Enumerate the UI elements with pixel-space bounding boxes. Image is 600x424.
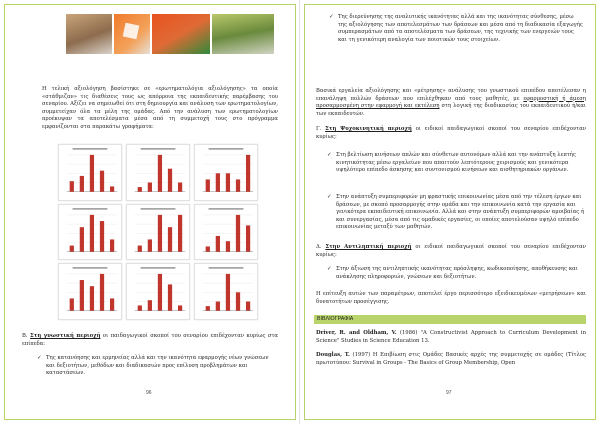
chart-title-line	[209, 267, 244, 269]
chart-title-line	[73, 208, 108, 210]
chart-4	[58, 204, 122, 261]
chart-bar	[138, 187, 142, 192]
perceptual-bullet	[327, 266, 586, 281]
chart-bar	[178, 183, 182, 192]
activity-photo	[152, 14, 210, 54]
chart-6	[194, 204, 258, 261]
evaluation-paragraph: Η τελική αξιολόγηση βασίστηκε σε «ερωτηματολόγια αξιολόγησης» τα οποία «στάθμιζαν» τις διαθέσεις τους ως απόρροια της εκπαιδευτικής παρέμβασης του σεναρίου. Αξίζει να σημειωθεί ότι στη δημιουργία και ανάλυση των ερωτηματολογίων, συμμετείχαν όλα τα μέλη της ομάδας. Από την ανάλυση των ερωτηματολογίων προέκυψαν τα αποτελέσματα μέσα από τη συμμετοχή τους στο πρόγραμμα εμφανίζονται στα παρακάτω γραφήματα:	[42, 86, 278, 130]
chart-bar	[246, 155, 250, 192]
chart-bar	[90, 155, 94, 192]
chart-title-line	[141, 208, 176, 210]
check-icon: ✓	[37, 355, 42, 361]
chart-title-line	[73, 267, 108, 269]
chart-bar	[168, 169, 172, 192]
chart-bar	[138, 306, 142, 311]
chart-title-line	[141, 267, 176, 269]
page-number-left: 96	[146, 390, 152, 396]
chart-bar	[226, 274, 230, 311]
photo-strip	[66, 14, 274, 54]
chart-1	[58, 144, 122, 201]
psychomotor-bullet-1	[327, 152, 586, 175]
chart-2	[126, 144, 190, 201]
assessment-text-1: Βασικά εργαλεία αξιολόγησης και «μέτρησης» ανάλυσης του γνωστικού επιπέδου αποτέλεσαν η επανάληψη πολλών δράσεων που επιλέχθηκαν από τους μαθητές, με	[316, 88, 586, 102]
section-label-c: Γ.	[316, 126, 322, 132]
chart-bar	[80, 227, 84, 252]
chart-bar	[148, 183, 152, 192]
psychomotor-text: οι ειδικοί παιδαγωγικοί σκοποί του σεναρίου επιδέχονταν κυρίως:	[316, 126, 587, 140]
group-photo	[212, 14, 274, 54]
analysis-bullet	[329, 14, 584, 44]
chart-3	[194, 144, 258, 201]
perceptual-bullet-text: Στην άξιωση της αντιληπτικής ικανότητας πρόσληψης, κωδικοποίησης, αποθήκευσης και ανάκλησης πληροφοριών, γνώσεων και δεξιοτήτων.	[336, 266, 578, 280]
chart-bar	[90, 286, 94, 311]
chart-bar	[158, 215, 162, 252]
check-icon: ✓	[327, 194, 332, 200]
perceptual-text: οι ειδικοί παιδαγωγικοί σκοποί του σεναρίου επιδέχονταν κυρίως:	[316, 244, 586, 258]
analysis-bullet-text: Της διερεύνησης της αναλυτικής ικανότητας αλλά και της ικανότητας σύνθεσης, μέσω της αξιολόγησης των αποτελεσμάτων των δράσεων και μέσα από τη διαδικασία εξαγωγής συμπερασμάτων από τα αποτελέσματα των δράσεων, της τεχνικής των ενεργειών τους και τη γενικότερη αναλογία των ποιοτικών τους στοιχείων.	[338, 14, 583, 43]
psychomotor-bullet-1-text: Στη βελτίωση κινήσεων απλών και σύνθετων αυτονόμων αλλά και την ανάπτυξη λεπτής κινητικότητας μέσω εργαλείων που απαιτούν λεπτότερους χειρισμούς και γενικότερα υψηλότερο επίπεδο άσκησης και συντονισμού κινήσεων και αισθητηριακών οργάνων.	[336, 152, 576, 174]
chart-title-line	[209, 148, 244, 150]
chart-bar	[206, 306, 210, 311]
chart-bar	[100, 274, 104, 311]
check-icon: ✓	[327, 266, 332, 272]
chart-bar	[110, 186, 114, 191]
psychomotor-title: Στη Ψυχοκινητική περιοχή	[325, 126, 412, 132]
chart-bar	[168, 227, 172, 252]
psychomotor-bullet-2-text: Στην ανάπτυξη συμπεριφορών μη φραστικής επικοινωνίας μέσα από την τέλεση έργων και δράσεων, με σκοπό προσαρμογής στην ομάδα και την επικοινωνία κατά την εργασία και γενικότερα εκπαιδευτική επικοινωνία. Αλλά και στην ανάπτυξη συμπεριφορών αμοιβαίας ή και συνεργασίας, μέσα από τις ομαδικές εργασίες, οι οποίες αποτελούσαν υψηλό επίπεδο επικοινωνίας μεταξύ των μαθητών.	[336, 194, 585, 231]
bibliography-heading: ΒΙΒΛΙΟΓΡΑΦΙΑ	[314, 315, 586, 324]
chart-title-line	[141, 148, 176, 150]
chart-bar	[236, 293, 240, 311]
reference-1	[316, 330, 586, 345]
conclusion-paragraph: Η επίτευξη αυτών των παραμέτρων, αποτελεί έργο περισσότερο εξειδικευμένων «μετρήσεων» και δυνατοτήτων προσέγγισης.	[316, 291, 586, 305]
chart-bar	[148, 301, 152, 312]
chart-bar	[216, 236, 220, 252]
chart-bar	[236, 179, 240, 191]
reference-1-authors: Driver, R. and Oldham, V.	[316, 330, 397, 336]
results-charts-grid	[58, 144, 258, 320]
cognitive-domain-text: οι παιδαγωγικοί σκοποί του σεναρίου επιδέχονταν κυρίως στα επίπεδα:	[22, 333, 279, 347]
chart-bar	[100, 221, 104, 252]
chart-bar	[168, 285, 172, 311]
chart-title-line	[209, 208, 244, 210]
cognitive-domain-title: Στη γνωστική περιοχή	[30, 333, 101, 339]
chart-bar	[148, 239, 152, 251]
chart-bar	[236, 215, 240, 252]
chart-bar	[158, 274, 162, 311]
chart-bar	[206, 246, 210, 251]
chart-7	[58, 263, 122, 320]
chart-bar	[70, 245, 74, 251]
check-icon: ✓	[327, 152, 332, 158]
psychomotor-paragraph	[316, 126, 586, 141]
chart-bar	[80, 280, 84, 311]
cognitive-bullet-text: Της κατανόησης και ερμηνείας αλλά και την ικανότητα εφαρμογής νέων γνώσεων και δεξιοτήτων, μεθόδων και διαδικασιών προς επίλυση προβλημάτων και καταστάσεων.	[46, 355, 269, 377]
chart-bar	[226, 173, 230, 191]
chart-bar	[226, 241, 230, 252]
chart-bar	[216, 302, 220, 311]
assessment-underlined: εφαρμοστική ή άμεση προσαρμοσμένη στην εφαρμογή και εκτέλεση	[316, 95, 586, 110]
section-label-d: Δ.	[316, 244, 322, 250]
chart-bar	[158, 155, 162, 192]
classroom-photo	[66, 14, 112, 54]
chart-bar	[70, 299, 74, 311]
reference-2-authors: Douglas, T.	[316, 352, 350, 358]
chart-bar	[246, 225, 250, 251]
chart-bar	[90, 215, 94, 252]
psychomotor-bullet-2	[327, 194, 586, 232]
chart-bar	[178, 306, 182, 311]
chart-title-line	[73, 148, 108, 150]
chart-bar	[70, 181, 74, 192]
chart-bar	[178, 215, 182, 252]
chart-5	[126, 204, 190, 261]
perceptual-title: Στην Αντιληπτική περιοχή	[325, 244, 412, 250]
chart-bar	[138, 245, 142, 251]
poster-photo	[114, 14, 150, 54]
chart-bar	[80, 176, 84, 192]
section-label-b: Β.	[22, 333, 28, 339]
assessment-tools-paragraph	[316, 88, 586, 118]
chart-bar	[110, 239, 114, 251]
reference-1-text: (1986) "A Constructivist Approach to Curriculum Development in Science" Studies in Science Education 13.	[316, 330, 587, 344]
chart-bar	[100, 171, 104, 192]
chart-bar	[110, 299, 114, 311]
chart-8	[126, 263, 190, 320]
chart-9	[194, 263, 258, 320]
right-page	[300, 0, 600, 424]
page-number-right: 97	[446, 390, 452, 396]
reference-2	[316, 352, 586, 367]
perceptual-paragraph	[316, 244, 586, 259]
chart-bar	[246, 302, 250, 311]
cognitive-bullet	[37, 355, 278, 378]
check-icon: ✓	[329, 14, 334, 20]
assessment-text-2: στη λογική της διαδικασίας του εκπαιδευτικού ή/και των εκπαιδευτών.	[316, 103, 587, 117]
chart-bar	[206, 179, 210, 191]
cognitive-domain-paragraph	[22, 333, 278, 348]
chart-bar	[216, 173, 220, 191]
reference-2-text: (1997) Η Επιβίωση στις Ομάδες Βασικές αρχές της συμμετοχής σε ομάδες (Τίτλος πρωτοτύπου: Survival in Groups - The Basics of Group Membership, Open	[316, 352, 586, 366]
